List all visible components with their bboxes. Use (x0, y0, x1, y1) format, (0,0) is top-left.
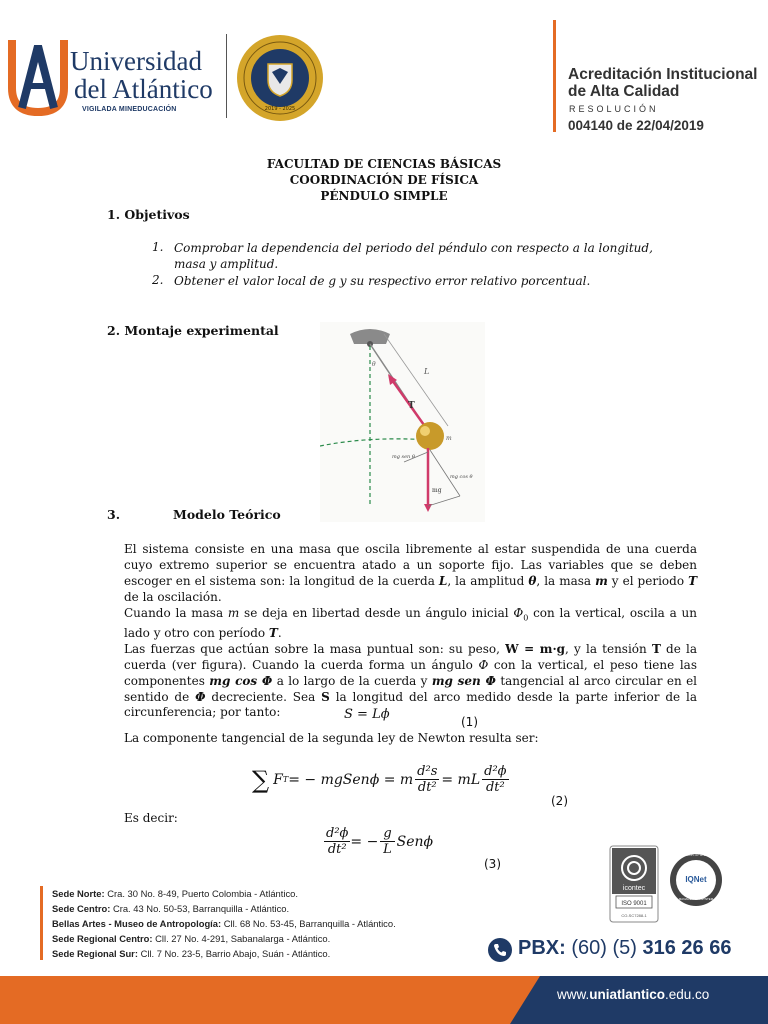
accreditation-line1: Acreditación Institucional (568, 66, 758, 83)
header-orange-divider (553, 20, 556, 132)
text: se deja en libertad desde un ángulo inicial (239, 605, 514, 620)
label-theta: θ (372, 361, 376, 368)
var-phi: Φ (195, 689, 206, 704)
mgmt-label: MANAGEMENT SYSTEM (678, 897, 714, 901)
address-label: Sede Norte: (52, 888, 105, 899)
subscript: 0 (523, 613, 529, 623)
faculty-title: FACULTAD DE CIENCIAS BÁSICAS (266, 157, 502, 171)
text: Las fuerzas que actúan sobre la masa puntual son: su peso, (124, 641, 506, 656)
newton-sentence: La componente tangencial de la segunda ley de Newton resulta ser: (124, 731, 539, 745)
objective-number: 1. (152, 240, 164, 254)
address-line (52, 886, 298, 901)
mg-sen-term: mg sen Φ (431, 673, 496, 688)
phone-icon (488, 938, 512, 962)
label-mg: mg (432, 487, 442, 494)
coordination-title: COORDINACIÓN DE FÍSICA (289, 173, 479, 187)
equation-1-number: (1) (461, 715, 478, 729)
website-suffix: .edu.co (665, 987, 710, 1002)
var-m: m (227, 605, 240, 620)
pendulum-figure (320, 322, 485, 522)
resolution-number: 004140 de 22/04/2019 (568, 118, 704, 133)
var-T: T (651, 641, 661, 656)
vigilada-label: VIGILADA MINEDUCACIÓN (82, 106, 177, 113)
fraction (415, 764, 439, 795)
force-symbol: F (273, 771, 283, 788)
text: El sistema consiste en una masa que oscila libremente al estar suspendida de una cuerda cuyo extremo superior se encuentra atado a un soporte fijo. Las variables que se deben escoger en el sistema son: la longitud de la cuerda (124, 542, 697, 588)
text: con la vertical, el peso tiene las componentes (124, 657, 697, 688)
text: tangencial al arco circular en el sentido de (124, 673, 698, 704)
label-mg-sen: mg sen θ (392, 454, 415, 460)
iqnet-label: IQNet (685, 875, 707, 884)
fraction (324, 826, 350, 857)
numerator: d²s (417, 764, 438, 779)
university-name-line1: Universidad (70, 46, 202, 76)
equation-2-number: (2) (551, 794, 568, 808)
equation-term: Senϕ (396, 833, 434, 850)
denominator: dt² (327, 842, 347, 857)
theory-heading: Modelo Teórico (173, 507, 281, 522)
equation-3-number: (3) (484, 857, 501, 871)
text: de la oscilación. (124, 589, 222, 604)
var-T: T (688, 573, 698, 588)
text: , la masa (536, 573, 596, 588)
certified-label: CERTIFIED (685, 852, 707, 857)
website-prefix: www. (557, 987, 590, 1002)
address-text: Cll. 27 No. 4-291, Sabanalarga - Atlántico. (152, 933, 331, 944)
pbx-prefix: (60) (5) (565, 937, 643, 959)
equation-term: = − mgSenϕ = m (288, 771, 414, 788)
sum-symbol: ∑ (252, 765, 270, 794)
address-label: Sede Centro: (52, 903, 111, 914)
equation-3 (324, 826, 433, 857)
footer-orange-bar (40, 886, 43, 960)
label-mg-cos: mg cos θ (450, 474, 473, 480)
pbx-label: PBX: (518, 937, 566, 959)
text: Cuando la masa (124, 605, 228, 620)
website-domain: uniatlantico (589, 987, 666, 1002)
subscript: T (282, 775, 289, 784)
accreditation-title (568, 66, 757, 100)
text: la longitud del arco medido desde la parte inferior de la circunferencia; por tanto: (124, 689, 698, 720)
var-m: m (595, 573, 608, 588)
address-text: Cll. 7 No. 23-5, Barrio Abajo, Suán - Atlántico. (137, 948, 331, 959)
theory-number: 3. (107, 507, 121, 522)
pbx-number: 316 26 66 (642, 937, 732, 959)
document-title: PÉNDULO SIMPLE (320, 189, 448, 203)
var-phi0: Φ (513, 605, 524, 620)
address-text: Cra. 43 No. 50-53, Barranquilla - Atlántico. (110, 903, 290, 914)
theory-paragraph (124, 542, 697, 721)
denominator: dt² (485, 780, 505, 795)
equation-term: = − (350, 833, 379, 850)
numerator: g (380, 826, 394, 842)
var-L: L (438, 573, 448, 588)
label-L: L (424, 367, 430, 376)
fraction (380, 826, 394, 857)
accreditation-seal (236, 34, 324, 122)
denominator: dt² (417, 780, 437, 795)
address-line (52, 946, 330, 961)
objective-item: Obtener el valor local de g y su respectivo error relativo porcentual. (174, 274, 591, 288)
header-divider (226, 34, 227, 118)
iso-label: ISO 9001 (621, 901, 647, 907)
university-logo-mark (8, 36, 68, 116)
denominator: L (383, 842, 392, 857)
numerator: d²ϕ (484, 764, 507, 779)
address-line (52, 916, 396, 931)
university-name-line2: del Atlántico (74, 74, 213, 104)
label-m: m (446, 435, 452, 442)
address-line (52, 901, 289, 916)
var-T: T (268, 625, 278, 640)
var-theta: θ (528, 573, 537, 588)
setup-heading: 2. Montaje experimental (107, 323, 279, 338)
text: de la cuerda (ver figura). Cuando la cuerda forma un ángulo (124, 641, 698, 672)
fraction (482, 764, 508, 795)
numerator: d²ϕ (326, 826, 349, 841)
address-text: Cll. 68 No. 53-45, Barranquilla - Atlántico. (221, 918, 396, 929)
text: decreciente. Sea (205, 689, 322, 704)
text: , y la tensión (565, 641, 652, 656)
equation-2 (252, 764, 511, 795)
icontec-label: icontec (622, 885, 646, 892)
address-label: Bellas Artes - Museo de Antropología: (52, 918, 222, 929)
website-link[interactable] (557, 987, 709, 1002)
cert-code: CO-SC7288-1 (621, 913, 647, 918)
seal-years: 2019 - 2025 (264, 106, 296, 112)
var-phi: Φ (478, 657, 489, 672)
address-line (52, 931, 330, 946)
text: con la vertical, oscila a un lado y otro con período (124, 605, 697, 640)
objectives-heading: 1. Objetivos (107, 207, 190, 222)
certification-logos (608, 842, 726, 930)
accreditation-line2: de Alta Calidad (568, 83, 680, 100)
label-T: T (408, 401, 415, 411)
equation-1: S = Lϕ (344, 707, 390, 722)
equation-term: = mL (441, 771, 481, 788)
mg-cos-term: mg cos Φ (209, 673, 273, 688)
es-decir: Es decir: (124, 811, 178, 825)
resolution-label: RESOLUCIÓN (569, 104, 659, 114)
address-text: Cra. 30 No. 8-49, Puerto Colombia - Atlántico. (104, 888, 298, 899)
var-S: S (321, 689, 330, 704)
address-label: Sede Regional Sur: (52, 948, 138, 959)
objective-number: 2. (152, 273, 164, 287)
text: . (277, 625, 282, 640)
pbx-contact (518, 937, 731, 960)
address-label: Sede Regional Centro: (52, 933, 153, 944)
text: y el periodo (607, 573, 689, 588)
text: a lo largo de la cuerda y (272, 673, 432, 688)
text: , la amplitud (447, 573, 529, 588)
weight-formula: W = m·g (505, 641, 566, 656)
objective-item: Comprobar la dependencia del periodo del péndulo con respecto a la longitud, masa y amplitud. (174, 241, 653, 271)
